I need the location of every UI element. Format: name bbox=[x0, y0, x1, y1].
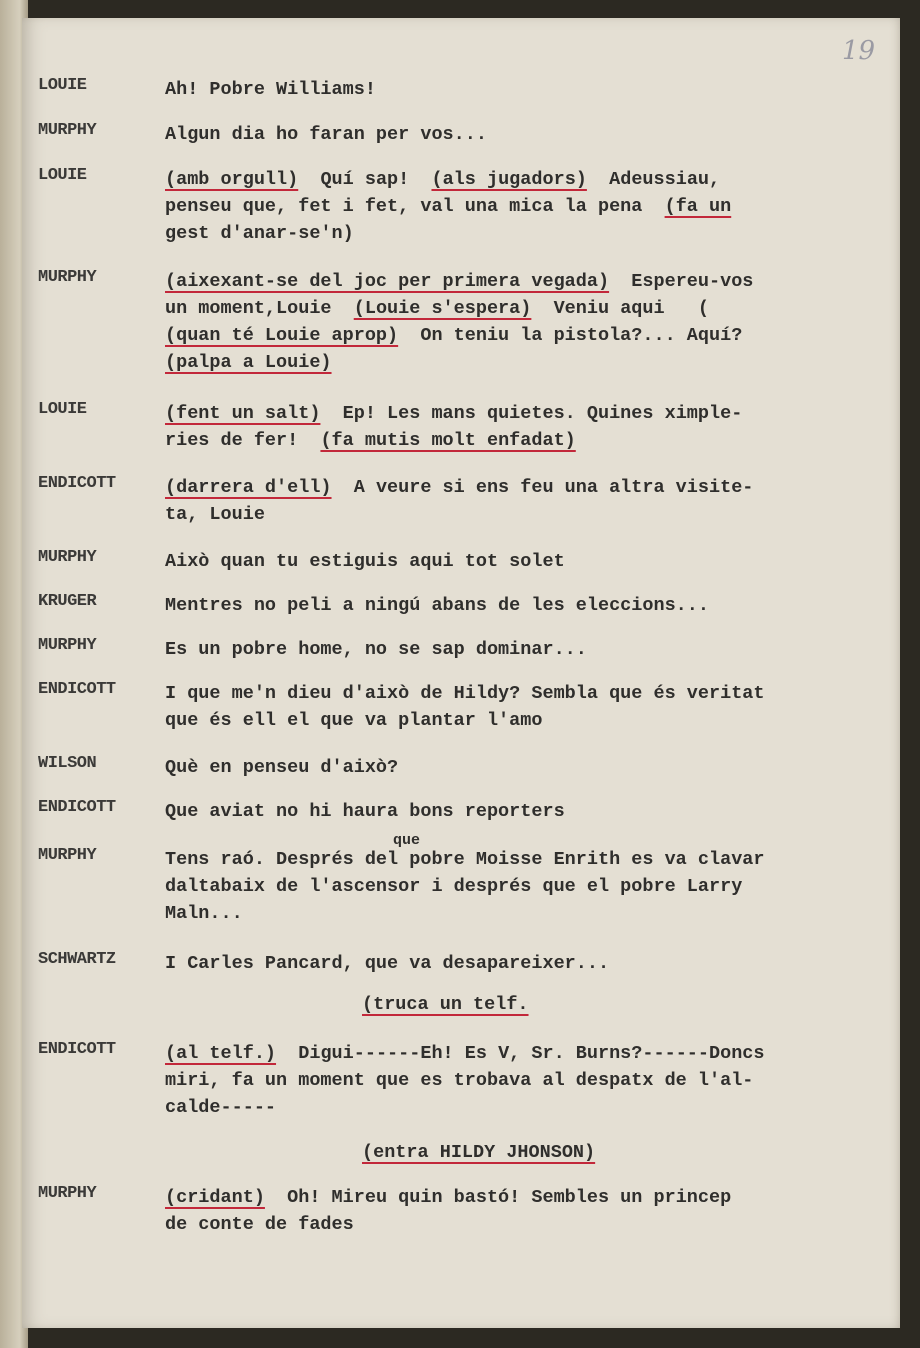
speech-text bbox=[165, 798, 887, 825]
speaker-name: LOUIE bbox=[38, 400, 87, 419]
stage-direction-inline: (quan té Louie aprop) bbox=[165, 325, 399, 346]
stage-direction-inline: (Louie s'espera) bbox=[353, 298, 532, 319]
speaker-name: SCHWARTZ bbox=[38, 950, 116, 969]
speech-text bbox=[165, 1040, 887, 1121]
dialogue-segment: de conte de fades bbox=[165, 1214, 354, 1235]
speech-text bbox=[165, 474, 887, 528]
speaker-name: MURPHY bbox=[38, 548, 97, 567]
speech-line bbox=[165, 501, 887, 528]
speech-line bbox=[165, 1211, 887, 1238]
speaker-name: ENDICOTT bbox=[38, 798, 116, 817]
stage-direction-inline: (fa un bbox=[664, 196, 732, 217]
speaker-name: MURPHY bbox=[38, 1184, 97, 1203]
speech-line bbox=[165, 474, 887, 501]
speech-line bbox=[165, 1067, 887, 1094]
speech-line bbox=[165, 76, 887, 103]
dialogue-segment: Digui------Eh! Es V, Sr. Burns?------Doncs bbox=[276, 1043, 765, 1064]
dialogue-segment: Que aviat no hi haura bons reporters bbox=[165, 801, 565, 822]
speech-line bbox=[165, 950, 887, 977]
speech-line bbox=[165, 1094, 887, 1121]
speech-line bbox=[165, 295, 887, 322]
speech-line bbox=[165, 322, 887, 349]
dialogue-segment: Ah! Pobre Williams! bbox=[165, 79, 376, 100]
speech-line bbox=[165, 707, 887, 734]
dialogue-segment: Tens raó. Després del pobre Moisse Enrith es va clavar bbox=[165, 849, 765, 870]
stage-direction-inline: (darrera d'ell) bbox=[165, 477, 332, 498]
dialogue-segment: un moment,Louie bbox=[165, 298, 354, 319]
speech-line bbox=[165, 349, 887, 376]
dialogue-segment: Ep! Les mans quietes. Quines ximple- bbox=[320, 403, 743, 424]
stage-direction-inline: (al telf.) bbox=[165, 1043, 277, 1064]
stage-direction-inline: (amb orgull) bbox=[165, 169, 299, 190]
speech-line bbox=[165, 427, 887, 454]
dialogue-segment: ries de fer! bbox=[165, 430, 321, 451]
speaker-name: MURPHY bbox=[38, 636, 97, 655]
dialogue-segment: daltabaix de l'ascensor i després que el pobre Larry bbox=[165, 876, 743, 897]
speech-line bbox=[165, 754, 887, 781]
speech-line bbox=[165, 220, 887, 247]
dialogue-segment: ta, Louie bbox=[165, 504, 265, 525]
stage-direction-inline: (fent un salt) bbox=[165, 403, 321, 424]
dialogue-segment: Veniu aqui ( bbox=[531, 298, 710, 319]
speech-line bbox=[165, 873, 887, 900]
dialogue-segment: Què en penseu d'això? bbox=[165, 757, 399, 778]
speech-text bbox=[165, 400, 887, 454]
stage-direction-text: (truca un telf. bbox=[362, 994, 529, 1015]
speech-line bbox=[165, 121, 887, 148]
stage-direction-text: (entra HILDY JHONSON) bbox=[362, 1142, 596, 1163]
page-number: 19 bbox=[842, 36, 876, 66]
speech-line bbox=[165, 636, 887, 663]
dialogue-segment: Adeussiau, bbox=[586, 169, 721, 190]
dialogue-segment: Quí sap! bbox=[298, 169, 432, 190]
dialogue-segment: Maln... bbox=[165, 903, 243, 924]
speech-text bbox=[165, 754, 887, 781]
speech-text bbox=[165, 846, 887, 927]
speech-line bbox=[165, 1184, 887, 1211]
speech-text bbox=[165, 680, 887, 734]
speech-line bbox=[165, 798, 887, 825]
stage-direction-inline: (palpa a Louie) bbox=[165, 352, 332, 373]
stage-direction-inline: (als jugadors) bbox=[431, 169, 587, 190]
speech-line bbox=[165, 268, 887, 295]
dialogue-segment: miri, fa un moment que es trobava al despatx de l'al- bbox=[165, 1070, 754, 1091]
dialogue-segment: I Carles Pancard, que va desapareixer... bbox=[165, 953, 610, 974]
handwritten-insertion: que bbox=[393, 832, 421, 849]
speaker-name: MURPHY bbox=[38, 846, 97, 865]
stage-direction-inline: (aixexant-se del joc per primera vegada) bbox=[165, 271, 610, 292]
dialogue-segment: Això quan tu estiguis aqui tot solet bbox=[165, 551, 565, 572]
dialogue-segment: On teniu la pistola?... Aquí? bbox=[398, 325, 743, 346]
speech-line bbox=[165, 1040, 887, 1067]
dialogue-segment: Mentres no peli a ningú abans de les eleccions... bbox=[165, 595, 709, 616]
speech-text bbox=[165, 950, 887, 977]
speaker-name: MURPHY bbox=[38, 268, 97, 287]
speech-line bbox=[165, 680, 887, 707]
speaker-name: MURPHY bbox=[38, 121, 97, 140]
speaker-name: ENDICOTT bbox=[38, 1040, 116, 1059]
speech-line bbox=[165, 548, 887, 575]
speech-text bbox=[165, 268, 887, 376]
speech-text bbox=[165, 166, 887, 247]
speaker-name: LOUIE bbox=[38, 76, 87, 95]
speaker-name: ENDICOTT bbox=[38, 680, 116, 699]
dialogue-segment: A veure si ens feu una altra visite- bbox=[331, 477, 754, 498]
speech-line bbox=[165, 846, 887, 873]
dialogue-segment: Oh! Mireu quin bastó! Sembles un princep bbox=[264, 1187, 732, 1208]
dialogue-segment: calde----- bbox=[165, 1097, 277, 1118]
speech-text bbox=[165, 76, 887, 103]
speaker-name: ENDICOTT bbox=[38, 474, 116, 493]
speaker-name: LOUIE bbox=[38, 166, 87, 185]
dialogue-segment: gest d'anar-se'n) bbox=[165, 223, 354, 244]
speech-line bbox=[165, 592, 887, 619]
speaker-name: WILSON bbox=[38, 754, 97, 773]
dialogue-segment: Espereu-vos bbox=[609, 271, 754, 292]
speech-text bbox=[165, 548, 887, 575]
speech-text bbox=[165, 121, 887, 148]
dialogue-segment: Algun dia ho faran per vos... bbox=[165, 124, 487, 145]
speech-line bbox=[165, 166, 887, 193]
speaker-name: KRUGER bbox=[38, 592, 97, 611]
speech-line bbox=[165, 900, 887, 927]
speech-line bbox=[165, 193, 887, 220]
dialogue-segment: I que me'n dieu d'això de Hildy? Sembla que és veritat bbox=[165, 683, 765, 704]
speech-line bbox=[165, 400, 887, 427]
stage-direction-inline: (fa mutis molt enfadat) bbox=[320, 430, 576, 451]
dialogue-segment: penseu que, fet i fet, val una mica la pena bbox=[165, 196, 665, 217]
dialogue-segment: que és ell el que va plantar l'amo bbox=[165, 710, 543, 731]
dialogue-segment: Es un pobre home, no se sap dominar... bbox=[165, 639, 587, 660]
speech-text bbox=[165, 1184, 887, 1238]
speech-text bbox=[165, 636, 887, 663]
stage-direction-inline: (cridant) bbox=[165, 1187, 265, 1208]
speech-text bbox=[165, 592, 887, 619]
